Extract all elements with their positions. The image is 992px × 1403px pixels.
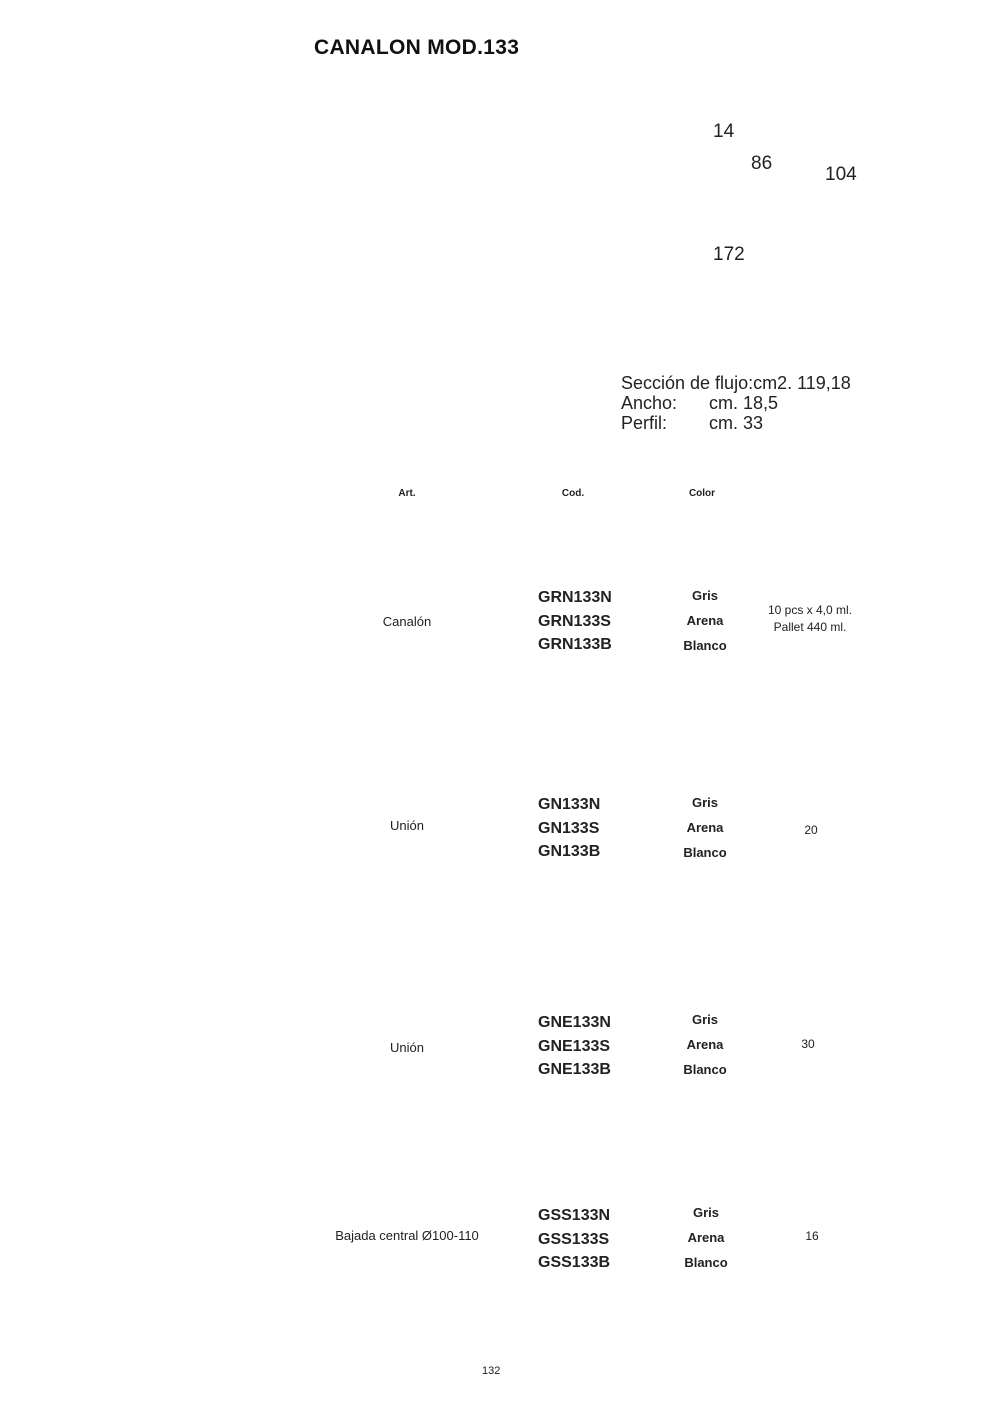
row-code: GNE133N (538, 1014, 611, 1031)
row-art: Unión (390, 1040, 424, 1055)
row-color: Blanco (683, 845, 727, 860)
row-code: GRN133B (538, 636, 612, 653)
row-code: GSS133N (538, 1207, 611, 1224)
row-codes (538, 586, 612, 657)
header-color: Color (688, 488, 716, 499)
row-art: Bajada central Ø100-110 (335, 1228, 479, 1243)
row-code: GSS133B (538, 1254, 611, 1271)
row-pack-line: 16 (805, 1229, 819, 1243)
row-pack (768, 602, 852, 636)
row-codes (538, 1011, 611, 1082)
dimension-label-104: 104 (825, 164, 857, 185)
row-color: Blanco (684, 1255, 728, 1270)
page-title: CANALON MOD.133 (314, 36, 520, 59)
row-color: Arena (686, 1037, 724, 1052)
row-code: GN133N (538, 796, 601, 813)
row-colors (684, 1200, 727, 1275)
row-code: GN133B (538, 843, 601, 860)
spec-width (621, 393, 851, 413)
dimension-label-14: 14 (713, 121, 735, 142)
row-color: Gris (691, 795, 718, 810)
spec-width-label: Ancho: (621, 393, 678, 413)
row-code: GSS133S (538, 1230, 610, 1248)
row-pack (804, 822, 817, 839)
row-color: Gris (692, 1205, 719, 1220)
row-color: Gris (691, 588, 718, 603)
row-pack (805, 1228, 818, 1245)
row-code: GRN133N (538, 589, 612, 606)
dimension-label-86: 86 (751, 153, 773, 174)
row-code: GRN133S (538, 612, 611, 630)
row-color: Arena (687, 1230, 725, 1245)
row-pack (801, 1036, 814, 1053)
row-colors (683, 1007, 726, 1082)
row-art: Unión (390, 818, 424, 833)
page-number: 132 (482, 1365, 501, 1377)
spec-profile-value: cm. 33 (709, 413, 764, 433)
spec-width-value: cm. 18,5 (709, 393, 779, 413)
row-pack-line: 20 (804, 823, 818, 837)
row-code: GN133S (538, 819, 600, 837)
row-codes (538, 1204, 610, 1275)
spec-profile-label: Perfil: (621, 413, 668, 433)
row-colors (683, 583, 726, 658)
row-art: Canalón (382, 614, 432, 629)
spec-flow-value: cm2. 119,18 (753, 373, 851, 393)
spec-flow-label: Sección de flujo: (621, 373, 754, 393)
row-pack-line: 30 (801, 1037, 815, 1051)
row-color: Blanco (683, 638, 727, 653)
row-color: Arena (686, 820, 724, 835)
spec-profile (621, 413, 851, 433)
row-pack-line: 10 pcs x 4,0 ml. (767, 603, 853, 617)
specs-block (621, 373, 851, 433)
row-colors (683, 790, 726, 865)
row-code: GNE133S (538, 1037, 611, 1055)
row-color: Blanco (683, 1062, 727, 1077)
spec-flow (621, 373, 851, 393)
row-color: Arena (686, 613, 724, 628)
row-color: Gris (691, 1012, 718, 1027)
dimension-label-172: 172 (713, 244, 745, 265)
row-pack-line: Pallet 440 ml. (773, 620, 847, 634)
row-code: GNE133B (538, 1061, 611, 1078)
header-cod: Cod. (561, 488, 585, 499)
header-art: Art. (398, 488, 416, 499)
row-codes (538, 793, 600, 864)
